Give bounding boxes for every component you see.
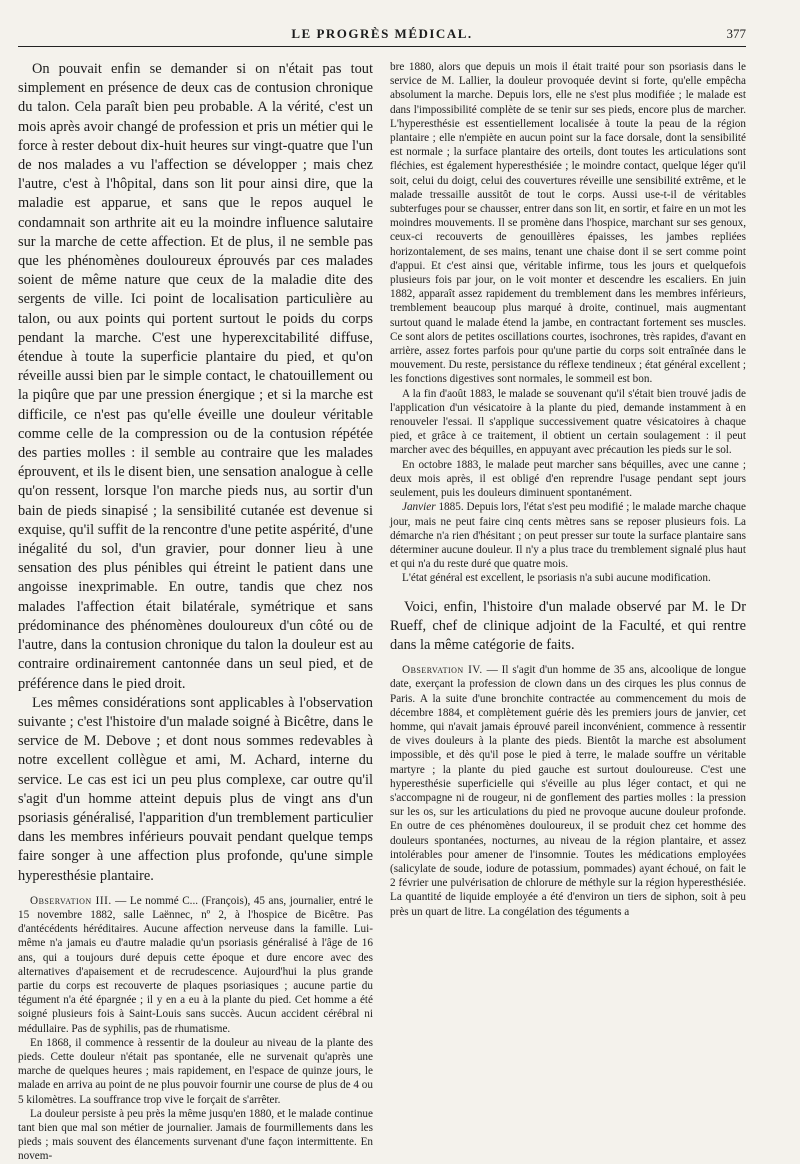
- observation-text: — Le nommé C... (François), 45 ans, journalier, entré le 15 novembre 1882, salle Laënnec, nº 2, à l'hospice de Bicêtre. Pas d'antécédents héréditaires. Aucune affection nerveuse dans la famille. Lui-même n'a jamais eu d'autre maladie qu'un psoriasis généralisé à l'âge de 16 ans, qui a toujours duré depuis cette époque et dure encore avec des alternatives d'apaisement et de recrudescence. Aujourd'hui la plus grande partie du corps est recouverte de plaques psoriasiques ; aucune partie du tégument n'a été épargnée ; il y en a eu à la plante du pied. Cet homme a été soigné plusieurs fois à Saint-Louis sans succès. Aucun accident cérébral ni médullaire. Pas de syphilis, pas de rhumatisme.: [18, 894, 373, 1035]
- paragraph: A la fin d'août 1883, le malade se souvenant qu'il s'était bien trouvé jadis de l'application d'un vésicatoire à la plante du pied, demande instamment à en renouveler l'essai. Il s'applique successivement quatre vésicatoires à chaque pied, et grâce à ce traitement, il obtient un certain soulagement : il peut marcher avec des béquilles, en appuyant avec précaution les pieds sur le sol.: [390, 387, 746, 457]
- right-column: [390, 60, 746, 1108]
- month-label: Janvier: [402, 501, 436, 514]
- observation-text: — Il s'agit d'un homme de 35 ans, alcoolique de longue date, exerçant la profession de clown dans un des cirques les plus connus de Paris. A la suite d'une bronchite contractée au commencement du mois de décembre 1884, et complètement guérie dès les premiers jours de janvier, cet homme, qui n'avait jamais éprouvé pareil inconvénient, commence à ressentir de vives douleurs à la plante des pieds. Bientôt la marche est absolument impossible, et dès qu'il pose le pied à terre, le malade souffre un véritable martyre ; la plante du pied gauche est surtout douloureuse. C'est une hyperesthésie superficielle qui s'éveille au plus léger contact, et qui ne s'accompagne ni de rougeur, ni de gonflement des parties molles : la pression sur les os, sur les articulations du pied ne provoque aucune douleur profonde. En outre de ces phénomènes douloureux, il se produit chez cet homme des douleurs spontanées, nocturnes, au niveau de la région plantaire, et assez intolérables pour amener de l'insomnie. Toutes les médications employées (salicylate de soude, iodure de potassium, pommades) ayant échoué, on fait le 2 février une pulvérisation de chlorure de méthyle sur la région hyperesthésiée. La quantité de liquide employée a été d'environ un tiers de siphon, soit à peu près un quart de litre. La congélation des téguments a: [390, 664, 746, 918]
- page-number: 377: [726, 26, 746, 41]
- paragraph: Les mêmes considérations sont applicables à l'observation suivante ; c'est l'histoire d'un malade soigné à Bicêtre, dans le service de M. Debove ; et dont nous sommes redevables à notre excellent collègue et ami, M. Achard, interne du service. Le cas est ici un peu plus complexe, car outre qu'il s'agit d'un homme atteint depuis plus de vingt ans d'un psoriasis généralisé, l'apparition d'un tremblement particulier dans les membres inférieurs pouvait pendant quelque temps faire songer à une affection plus profonde, qu'une simple hyperesthésie plantaire.: [18, 694, 373, 884]
- observation-heading: Observation IV.: [402, 664, 483, 677]
- page-header: [18, 24, 746, 47]
- observation-3: [18, 894, 373, 1036]
- observation-4: [390, 663, 746, 919]
- paragraph: En octobre 1883, le malade peut marcher sans béquilles, avec une canne ; deux mois après, il est obligé d'en reprendre l'usage pendant sept jours seulement, puis les douleurs diminuent spontanément.: [390, 458, 746, 500]
- paragraph: En 1868, il commence à ressentir de la douleur au niveau de la plante des pieds. Cette douleur n'était pas spontanée, elle ne survenait qu'après une marche de quelques heures ; mais rapidement, en l'espace de quinze jours, le malade en arriva au point de ne plus pouvoir fournir une course de plus de 4 ou 5 kilomètres. La souffrance trop vive le forçait de s'arrêter.: [18, 1036, 373, 1106]
- observation-heading: Observation III.: [30, 894, 112, 907]
- paragraph: Voici, enfin, l'histoire d'un malade observé par M. le Dr Rueff, chef de clinique adjoint de la Faculté, et qui rentre dans la même catégorie de faits.: [390, 598, 746, 653]
- paragraph: bre 1880, alors que depuis un mois il était traité pour son psoriasis dans le service de M. Lallier, la douleur provoquée devint si forte, qu'elle empêcha absolument la marche. Depuis lors, elle ne s'est plus modifiée ; le malade est dans l'impossibilité complète de se tenir sur ses pieds, encore plus de marcher. L'hyperesthésie est essentiellement localisée à toute la peau de la région plantaire ; elle n'empiète en aucun point sur la face dorsale, dont la sensibilité est normale ; la surface plantaire des orteils, dont toutes les articulations sont fléchies, est également hyperesthésiée ; le moindre contact, quelque léger qu'il soit, celui du doigt, celui des couvertures réveille une sensibilité extrême, et le malade tressaille aussitôt de tout le corps. Aussi use-t-il de véritables subterfuges pour se chausser, entrer dans son lit, en sortir, et faire en un mot les moindres mouvements. Il se promène dans l'hospice, marchant sur ses genoux, ceux-ci recouverts de genouillères épaisses, les jambes repliées horizontalement, de ses mains, tenant une chaise dont il se sert comme point d'appui. Et c'est ainsi que, véritable infirme, tous les jours et quelquefois plusieurs fois par jour, on le voit monter et descendre les escaliers. En juin 1882, apparaît assez rapidement du tremblement dans les membres inférieurs, tremblement beaucoup plus marqué à droite, continuel, mais augmentant surtout quand le malade étend la jambe, en contractant fortement ses muscles. Ce sont alors de petites oscillations courtes, isochrones, très rapides, d'avant en arrière, assez fortes parfois pour qu'une partie du corps soit entraînée dans le mouvement. Du reste, persistance du réflexe tendineux ; état général excellent ; les fonctions digestives sont normales, le sommeil est bon.: [390, 61, 746, 386]
- paragraph-text: 1885. Depuis lors, l'état s'est peu modifié ; le malade marche chaque jour, mais ne peut faire cinq cents mètres sans se reposer plusieurs fois. La démarche n'a rien d'hésitant ; on peut presser sur toute la surface plantaire sans déterminer aucune douleur. Il n'y a plus trace du tremblement signalé plus haut et qui n'a du reste duré que quatre mois.: [390, 501, 746, 571]
- left-column: [18, 60, 373, 1163]
- journal-title: LE PROGRÈS MÉDICAL.: [291, 26, 473, 41]
- paragraph: [390, 500, 746, 571]
- paragraph: On pouvait enfin se demander si on n'était pas tout simplement en présence de deux cas de contusion chronique du talon. Cela paraît bien peu probable. A la vérité, c'est un mois après avoir changé de profession et pris un métier qui le force à rester debout dix-huit heures sur vingt-quatre que l'un de nos malades a vu l'affection se développer ; mais chez l'autre, c'est à l'hôpital, dans son lit pour ainsi dire, que la maladie est apparue, et sans que le repos auquel le condamnait son arthrite ait eu la moindre influence salutaire sur la marche de cette affection. Et de plus, il ne semble pas que les phénomènes douloureux éprouvés par ces malades soient de même nature que ceux de la maladie dite des sergents de ville. Ici point de localisation particulière au talon, ou aux points qui portent surtout le poids du corps pendant la marche. C'est une hyperexcitabilité diffuse, étendue à toute la superficie plantaire du pied, et qu'on réveille aussi bien par le simple contact, le chatouillement ou la piqûre que par une pression énergique ; et si la marche est difficile, ce n'est pas qu'elle éveille une douleur véritable comme celle de la compression ou de la contusion répétée des parties molles : il semble au contraire que les malades éprouvent, et ils le disent bien, une sensation analogue à celle qu'on ressent, lorsque l'on marche pieds nus, au sortir d'un bain de pieds sinapisé ; la sensibilité cutanée est devenue si exquise, qu'il suffit de la rencontre d'une petite aspérité, d'une inégalité du sol, d'un gravier, pour donner lieu à une sensation des plus pénibles qui étreint le patient dans une angoisse inexprimable. En outre, tandis que chez nos malades l'affection était bilatérale, symétrique et sans prédominance des phénomènes douloureux d'un côté ou de l'autre, dans la contusion chronique du talon la douleur est au contraire ordinairement cantonnée dans un seul pied, et de préférence dans le pied droit.: [18, 61, 373, 692]
- paragraph: L'état général est excellent, le psoriasis n'a subi aucune modification.: [402, 572, 711, 585]
- paragraph: La douleur persiste à peu près la même jusqu'en 1880, et le malade continue tant bien que mal son métier de journalier. Jamais de fourmillements dans les pieds ; mais souvent des élancements survenant d'une façon intermittente. En novem-: [18, 1107, 373, 1163]
